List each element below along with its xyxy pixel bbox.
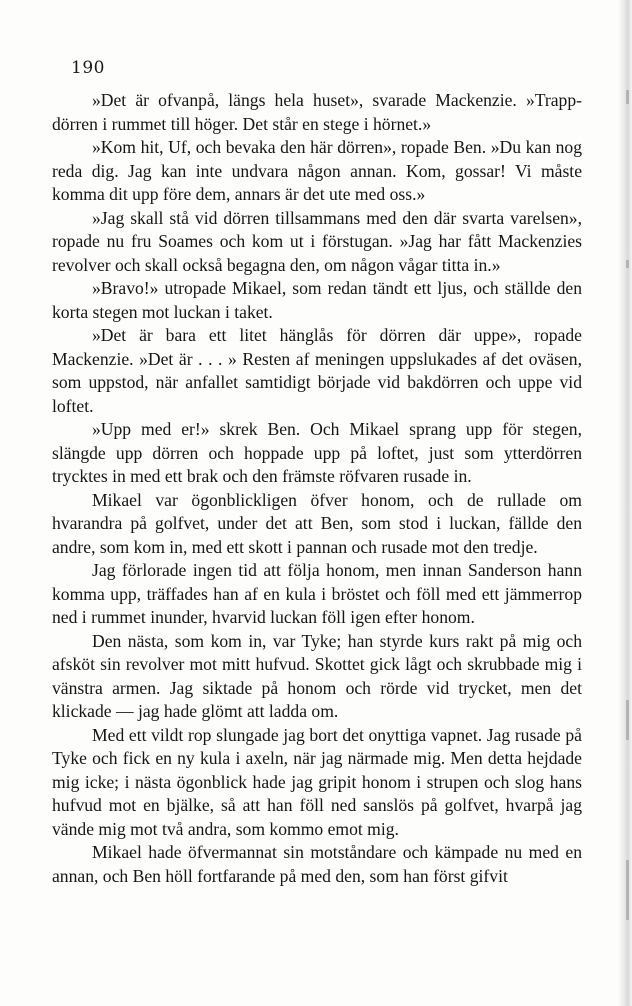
paragraph: Med ett vildt rop slungade jag bort det onyttiga vapnet. Jag rusade på Tyke och fick en ny kula i axeln, när jag närmade mig. Men detta hejdade mig icke; i nästa ögonblick hade jag gripit honom i strupen och slog hans hufvud mot en bjälke, så att han föll ned sanslös på golfvet, hvarpå jag vände mig mot två andra, som kommo emot mig. xyxy=(52,724,582,839)
paragraph: Jag förlorade ingen tid att följa honom, men innan Sanderson hann komma upp, träffades han af en kula i bröstet och föll med ett jämmerrop ned i rummet inunder, hvarvid luckan föll igen efter honom. xyxy=(52,560,582,627)
edge-speck xyxy=(626,860,629,920)
paragraph: »Upp med er!» skrek Ben. Och Mikael sprang upp för stegen, slängde upp dörren och hoppade upp på loftet, just som ytterdörren trycktes in med ett brak och den främste röfvaren rusade in. xyxy=(52,419,582,486)
page-number: 190 xyxy=(71,58,105,78)
paragraph: »Det är ofvanpå, längs hela huset», svarade Mackenzie. »Trappdörren i rummet till höger. Det står en stege i hörnet.» xyxy=(52,90,582,134)
body-text xyxy=(52,89,582,888)
paragraph: »Kom hit, Uf, och bevaka den här dörren», ropade Ben. »Du kan nog reda dig. Jag kan inte undvara någon annan. Kom, gossar! Vi måste komma dit upp före dem, annars är det ute med oss.» xyxy=(52,137,582,204)
edge-speck xyxy=(626,700,629,740)
paragraph: Mikael var ögonblickligen öfver honom, och de rullade om hvarandra på golfvet, under det att Ben, som stod i luckan, fällde den andre, som kom in, med ett skott i pannan och rusade mot den tredje. xyxy=(52,489,582,557)
edge-speck xyxy=(626,260,629,268)
paragraph: Den nästa, som kom in, var Tyke; han styrde kurs rakt på mig och afsköt sin revolver mot mitt hufvud. Skottet gick lågt och skrubbade mig i vänstra armen. Jag siktade på honom och rörde vid trycket, men det klickade — jag hade glömt att ladda om. xyxy=(52,630,582,721)
paragraph: »Bravo!» utropade Mikael, som redan tändt ett ljus, och ställde den korta stegen mot luckan i taket. xyxy=(52,278,582,322)
paragraph: Mikael hade öfvermannat sin motståndare och kämpade nu med en annan, och Ben höll fortfarande på med den, som han först gifvit xyxy=(52,842,582,886)
edge-speck xyxy=(626,90,629,104)
paragraph: »Jag skall stå vid dörren tillsammans med den där svarta varelsen», ropade nu fru Soames och kom ut i förstugan. »Jag har fått Mackenzies revolver och skall också begagna den, om någon vågar titta in.» xyxy=(52,207,582,275)
paragraph: »Det är bara ett litet hänglås för dörren där uppe», ropade Mackenzie. »Det är . . . » Resten af meningen uppslukades af det oväsen, som uppstod, när anfallet samtidigt började vid bakdörren och uppe vid loftet. xyxy=(52,325,582,416)
page-edge-shadow xyxy=(618,0,632,1006)
